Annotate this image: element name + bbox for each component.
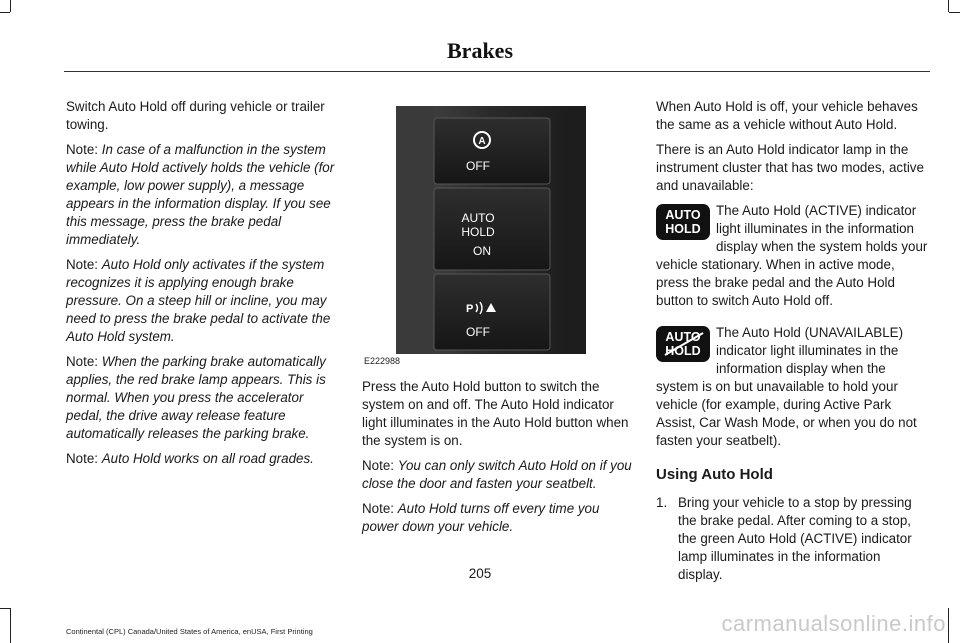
button-label-hold: HOLD — [461, 225, 495, 239]
note-text: In case of a malfunction in the system while Auto Hold actively holds the vehicle (for example, low power supply), a message appears in the information display. If you see this message, press the brake pedal immediately. — [66, 142, 335, 247]
page-number: 205 — [468, 566, 492, 581]
switch-panel-illustration — [362, 98, 632, 354]
header-divider — [64, 71, 930, 72]
paragraph: There is an Auto Hold indicator lamp in the instrument cluster that has two modes, active and unavailable: — [656, 142, 924, 193]
crop-mark — [0, 12, 10, 13]
note-text: Auto Hold works on all road grades. — [101, 451, 314, 466]
crop-mark — [10, 608, 11, 643]
auto-hold-switch-figure — [362, 98, 632, 370]
note — [66, 141, 338, 249]
button-label-off: OFF — [466, 159, 490, 173]
note-text: Auto Hold only activates if the system recognizes it is applying enough brake pressure. On a steep hill or incline, you may need to press the brake pedal to activate the Auto Hold system. — [66, 257, 331, 344]
indicator-unavailable — [656, 324, 928, 450]
crop-mark — [948, 608, 949, 643]
intro-paragraph: Switch Auto Hold off during vehicle or trailer towing. — [66, 99, 325, 132]
crop-mark — [949, 12, 960, 13]
section-heading: Using Auto Hold — [656, 466, 773, 483]
button-label-off-2: OFF — [466, 325, 490, 339]
note — [66, 450, 338, 468]
panel-side — [564, 106, 586, 354]
note-label: Note: — [66, 257, 99, 272]
button-label-auto: AUTO — [461, 211, 495, 225]
indicator-text: The Auto Hold (ACTIVE) indicator light illuminates in the information display when the system holds your vehicle stationary. When in active mode, press the brake pedal and the Auto Hold button to switch Auto Hold off. — [656, 203, 928, 308]
svg-text:A: A — [478, 136, 486, 147]
page-title: Brakes — [447, 38, 513, 63]
note-text: You can only switch Auto Hold on if you close the door and fasten your seatbelt. — [362, 458, 632, 491]
note-label: Note: — [362, 501, 395, 516]
note-label: Note: — [66, 451, 99, 466]
button-shape — [434, 118, 550, 184]
indicator-text: The Auto Hold (UNAVAILABLE) indicator light illuminates in the information display when the system is on but unavailable to hold your vehicle (for example, during Active Park Assist, Car Wash Mode, or when you do not fasten your seatbelt). — [656, 325, 917, 448]
note — [66, 353, 338, 443]
crop-mark — [10, 0, 11, 12]
note — [362, 500, 634, 536]
paragraph: When Auto Hold is off, your vehicle behaves the same as a vehicle without Auto Hold. — [656, 99, 918, 132]
panel-edge — [396, 106, 434, 354]
auto-hold-unavailable-icon: AUTO HOLD — [656, 326, 710, 362]
note-label: Note: — [362, 458, 395, 473]
paragraph: Press the Auto Hold button to switch the system on and off. The Auto Hold indicator light illuminates in the Auto Hold button when the system is on. — [362, 379, 629, 448]
button-label-p: P — [466, 303, 474, 315]
button-label-on: ON — [473, 244, 491, 258]
step-number: 1. — [656, 495, 668, 510]
note-text: Auto Hold turns off every time you power down your vehicle. — [362, 501, 600, 534]
note — [66, 256, 338, 346]
watermark: carmanualsonline.info — [721, 611, 946, 636]
note-text: When the parking brake automatically applies, the red brake lamp appears. This is normal. When you press the accelerator pedal, the drive away release feature automatically releases the parking brake. — [66, 354, 326, 441]
crop-mark — [0, 608, 10, 609]
crop-mark — [948, 0, 949, 12]
note-label: Note: — [66, 354, 99, 369]
column-middle — [362, 378, 634, 543]
indicator-active — [656, 202, 928, 310]
figure-id: E222988 — [364, 356, 401, 366]
note — [362, 457, 634, 493]
column-right — [656, 98, 928, 584]
auto-hold-active-icon: AUTO HOLD — [656, 204, 710, 240]
footer-text: Continental (CPL) Canada/United States of America, enUSA, First Printing — [66, 627, 313, 636]
column-left — [66, 98, 338, 475]
step-text: Bring your vehicle to a stop by pressing the brake pedal. After coming to a stop, the green Auto Hold (ACTIVE) indicator lamp illuminates in the information display. — [678, 495, 912, 582]
note-label: Note: — [66, 142, 99, 157]
